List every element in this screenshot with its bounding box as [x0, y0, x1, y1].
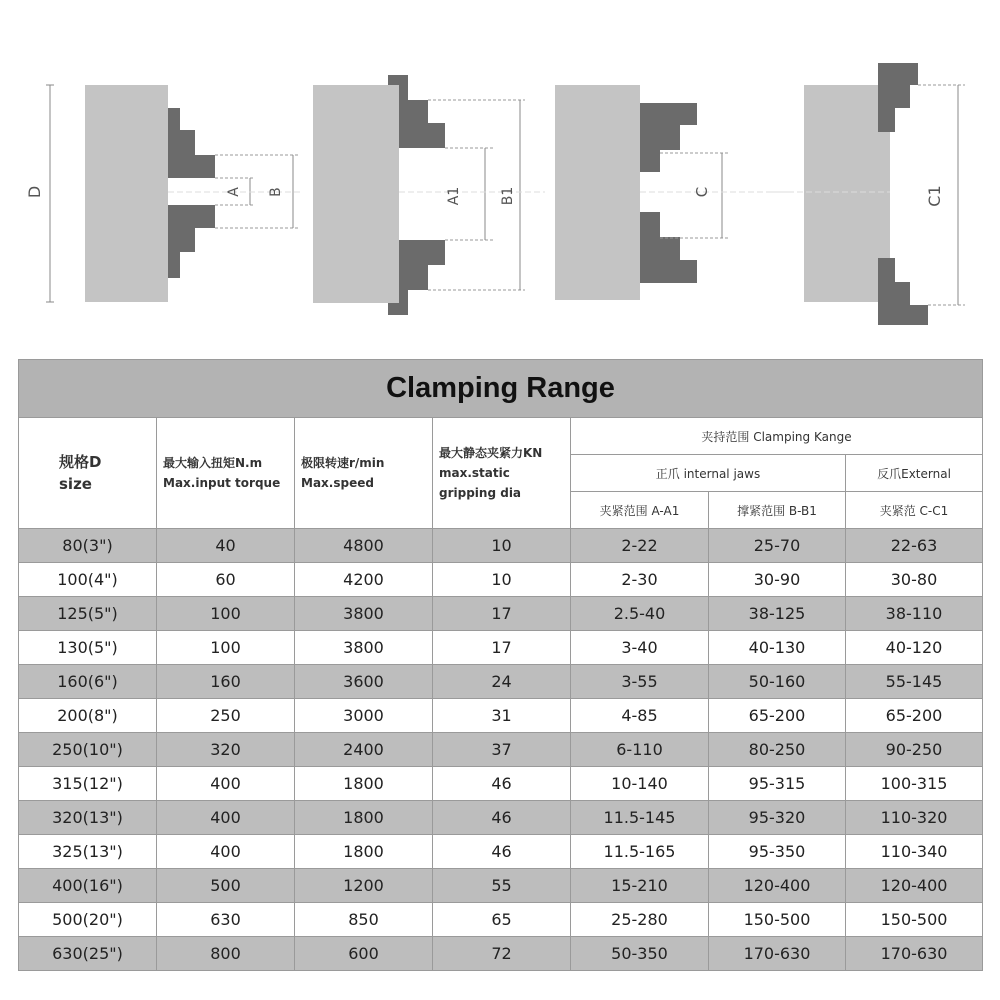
cell-speed: 1800 — [295, 835, 433, 869]
cell-force: 65 — [433, 903, 571, 937]
cell-range-c: 90-250 — [846, 733, 983, 767]
cell-range-b: 95-320 — [709, 801, 846, 835]
cell-torque: 400 — [157, 801, 295, 835]
cell-size: 400(16") — [19, 869, 157, 903]
cell-force: 17 — [433, 631, 571, 665]
label-c: C — [693, 186, 711, 198]
cell-speed: 3800 — [295, 597, 433, 631]
header-size — [19, 418, 157, 529]
cell-range-a: 3-40 — [571, 631, 709, 665]
cell-range-b: 50-160 — [709, 665, 846, 699]
cell-size: 315(12") — [19, 767, 157, 801]
cell-force: 31 — [433, 699, 571, 733]
cell-force: 17 — [433, 597, 571, 631]
cell-speed: 4800 — [295, 529, 433, 563]
cell-range-a: 11.5-145 — [571, 801, 709, 835]
header-size-cn: 规格D — [59, 453, 102, 471]
diagram-internal-clamp-a1 — [313, 75, 545, 315]
cell-range-a: 10-140 — [571, 767, 709, 801]
clamping-range-table-container — [18, 359, 982, 971]
cell-range-c: 22-63 — [846, 529, 983, 563]
header-force-cn: 最大静态夹紧力KN — [439, 446, 543, 460]
cell-torque: 800 — [157, 937, 295, 971]
diagram-external-clamp-c — [555, 85, 790, 300]
cell-size: 200(8") — [19, 699, 157, 733]
cell-force: 55 — [433, 869, 571, 903]
table-row — [19, 733, 983, 767]
chuck-body — [804, 85, 890, 302]
cell-speed: 3800 — [295, 631, 433, 665]
diagram-internal-clamp-a — [25, 85, 300, 302]
cell-range-a: 25-280 — [571, 903, 709, 937]
table-row — [19, 801, 983, 835]
cell-size: 80(3") — [19, 529, 157, 563]
header-speed — [295, 418, 433, 529]
cell-range-a: 4-85 — [571, 699, 709, 733]
header-size-en: size — [59, 475, 92, 493]
cell-torque: 100 — [157, 597, 295, 631]
table-row — [19, 665, 983, 699]
cell-force: 46 — [433, 767, 571, 801]
cell-range-a: 2-22 — [571, 529, 709, 563]
header-force-en2: gripping dia — [439, 486, 522, 500]
upper-jaw — [640, 103, 697, 172]
lower-jaw — [640, 212, 697, 283]
header-torque-en: Max.input torque — [163, 476, 281, 490]
header-torque-cn: 最大输入扭矩N.m — [163, 456, 263, 470]
table-row — [19, 767, 983, 801]
cell-speed: 2400 — [295, 733, 433, 767]
cell-range-c: 170-630 — [846, 937, 983, 971]
cell-range-a: 2-30 — [571, 563, 709, 597]
table-row — [19, 903, 983, 937]
header-clamping-group: 夹持范围 Clamping Kange — [571, 418, 983, 455]
chuck-body — [313, 85, 399, 303]
cell-speed: 600 — [295, 937, 433, 971]
cell-range-b: 25-70 — [709, 529, 846, 563]
cell-torque: 250 — [157, 699, 295, 733]
lower-jaw — [878, 258, 928, 325]
cell-range-c: 30-80 — [846, 563, 983, 597]
chuck-body — [555, 85, 640, 300]
cell-size: 100(4") — [19, 563, 157, 597]
cell-range-b: 30-90 — [709, 563, 846, 597]
chuck-diagrams — [0, 0, 1000, 345]
cell-range-a: 2.5-40 — [571, 597, 709, 631]
cell-range-c: 65-200 — [846, 699, 983, 733]
header-speed-en: Max.speed — [301, 476, 374, 490]
cell-range-a: 50-350 — [571, 937, 709, 971]
table-title: Clamping Range — [19, 360, 983, 418]
cell-size: 500(20") — [19, 903, 157, 937]
table-row — [19, 529, 983, 563]
cell-range-b: 40-130 — [709, 631, 846, 665]
cell-speed: 1800 — [295, 767, 433, 801]
cell-size: 125(5") — [19, 597, 157, 631]
cell-range-c: 150-500 — [846, 903, 983, 937]
cell-speed: 1800 — [295, 801, 433, 835]
cell-torque: 630 — [157, 903, 295, 937]
table-row — [19, 699, 983, 733]
cell-range-c: 110-340 — [846, 835, 983, 869]
cell-torque: 160 — [157, 665, 295, 699]
cell-range-b: 80-250 — [709, 733, 846, 767]
header-speed-cn: 极限转速r/min — [301, 456, 385, 470]
cell-torque: 60 — [157, 563, 295, 597]
header-torque — [157, 418, 295, 529]
cell-range-b: 95-315 — [709, 767, 846, 801]
cell-range-a: 3-55 — [571, 665, 709, 699]
cell-speed: 4200 — [295, 563, 433, 597]
cell-size: 325(13") — [19, 835, 157, 869]
header-range-b: 撑紧范围 B-B1 — [709, 492, 846, 529]
cell-range-b: 38-125 — [709, 597, 846, 631]
clamping-range-table — [18, 359, 983, 971]
cell-range-c: 38-110 — [846, 597, 983, 631]
cell-range-c: 100-315 — [846, 767, 983, 801]
cell-speed: 850 — [295, 903, 433, 937]
cell-range-b: 150-500 — [709, 903, 846, 937]
cell-range-c: 110-320 — [846, 801, 983, 835]
cell-range-c: 120-400 — [846, 869, 983, 903]
label-b1: B1 — [500, 186, 516, 206]
table-row — [19, 631, 983, 665]
label-a: A — [226, 187, 242, 197]
label-c1: C1 — [925, 185, 944, 207]
table-row — [19, 597, 983, 631]
table-row — [19, 869, 983, 903]
cell-range-c: 55-145 — [846, 665, 983, 699]
cell-range-b: 120-400 — [709, 869, 846, 903]
cell-force: 72 — [433, 937, 571, 971]
cell-size: 160(6") — [19, 665, 157, 699]
chuck-body — [85, 85, 168, 302]
header-external: 反爪External — [846, 455, 983, 492]
cell-range-b: 65-200 — [709, 699, 846, 733]
cell-force: 46 — [433, 835, 571, 869]
header-range-c: 夹紧范 C-C1 — [846, 492, 983, 529]
cell-range-b: 170-630 — [709, 937, 846, 971]
table-row — [19, 563, 983, 597]
label-a1: A1 — [446, 186, 462, 206]
table-row — [19, 937, 983, 971]
cell-torque: 500 — [157, 869, 295, 903]
header-force-en1: max.static — [439, 466, 510, 480]
header-internal-jaws: 正爪 internal jaws — [571, 455, 846, 492]
cell-range-b: 95-350 — [709, 835, 846, 869]
cell-torque: 100 — [157, 631, 295, 665]
cell-torque: 400 — [157, 835, 295, 869]
lower-jaw — [168, 205, 215, 278]
cell-force: 37 — [433, 733, 571, 767]
cell-range-a: 6-110 — [571, 733, 709, 767]
cell-force: 10 — [433, 529, 571, 563]
cell-torque: 40 — [157, 529, 295, 563]
cell-range-a: 15-210 — [571, 869, 709, 903]
cell-range-c: 40-120 — [846, 631, 983, 665]
cell-size: 250(10") — [19, 733, 157, 767]
cell-speed: 3600 — [295, 665, 433, 699]
cell-force: 24 — [433, 665, 571, 699]
cell-speed: 1200 — [295, 869, 433, 903]
table-row — [19, 835, 983, 869]
cell-size: 630(25") — [19, 937, 157, 971]
cell-size: 320(13") — [19, 801, 157, 835]
header-force — [433, 418, 571, 529]
diagram-external-clamp-c1 — [770, 63, 965, 325]
table-body — [19, 529, 983, 971]
cell-range-a: 11.5-165 — [571, 835, 709, 869]
cell-force: 10 — [433, 563, 571, 597]
upper-jaw — [878, 63, 918, 132]
cell-torque: 320 — [157, 733, 295, 767]
cell-size: 130(5") — [19, 631, 157, 665]
label-b: B — [268, 187, 284, 197]
header-range-a: 夹紧范围 A-A1 — [571, 492, 709, 529]
cell-force: 46 — [433, 801, 571, 835]
cell-speed: 3000 — [295, 699, 433, 733]
label-d: D — [25, 185, 44, 199]
cell-torque: 400 — [157, 767, 295, 801]
upper-jaw — [168, 108, 215, 178]
